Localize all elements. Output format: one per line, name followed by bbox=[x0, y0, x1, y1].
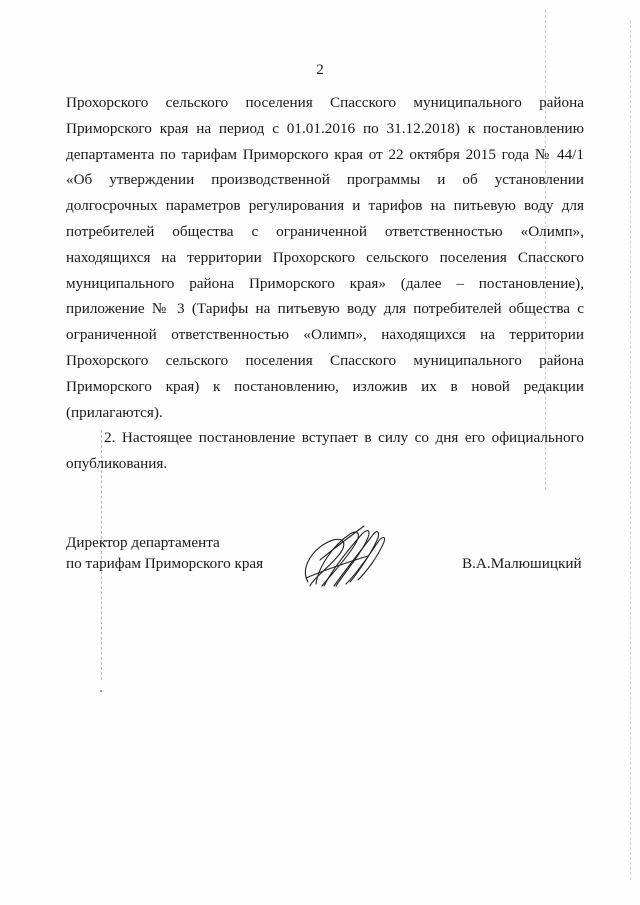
body-text bbox=[66, 90, 584, 477]
text-line: потребителей общества с ограниченной ответственностью «Олимп», bbox=[66, 222, 584, 240]
handwritten-signature bbox=[298, 520, 388, 592]
scan-speck bbox=[100, 690, 102, 692]
text-line: Приморского края на период с 01.01.2016 по 31.12.2018) к постановлению bbox=[66, 119, 584, 137]
text-line: Прохорского сельского поселения Спасского муниципального района bbox=[66, 351, 584, 369]
text-line: Приморского края) к постановлению, изложив их в новой редакции bbox=[66, 377, 584, 395]
text-line: департамента по тарифам Приморского края от 22 октября 2015 года № 44/1 bbox=[66, 145, 584, 163]
paragraph-2-line: 2. Настоящее постановление вступает в силу со дня его официального bbox=[104, 429, 584, 447]
signatory-position bbox=[66, 532, 263, 574]
text-line: находящихся на территории Прохорского сельского поселения Спасского bbox=[66, 248, 584, 266]
text-line: ограниченной ответственностью «Олимп», находящихся на территории bbox=[66, 326, 584, 344]
page-number: 2 bbox=[316, 62, 324, 78]
scan-artifact-line bbox=[630, 20, 631, 880]
signatory-name: В.А.Малюшицкий bbox=[462, 555, 582, 572]
text-line: муниципального района Приморского края» (далее – постановление), bbox=[66, 274, 584, 292]
text-line: приложение № 3 (Тарифы на питьевую воду для потребителей общества с bbox=[66, 300, 584, 318]
text-line: Прохорского сельского поселения Спасского муниципального района bbox=[66, 94, 584, 111]
signatory-position-line: Директор департамента bbox=[66, 534, 220, 551]
paragraph-2-line: опубликования. bbox=[66, 455, 168, 473]
text-line: долгосрочных параметров регулирования и тарифов на питьевую воду для bbox=[66, 197, 584, 215]
text-line: «Об утверждении производственной программы и об установлении bbox=[66, 171, 584, 189]
text-line: (прилагаются). bbox=[66, 403, 163, 421]
signatory-position-line: по тарифам Приморского края bbox=[66, 555, 264, 572]
